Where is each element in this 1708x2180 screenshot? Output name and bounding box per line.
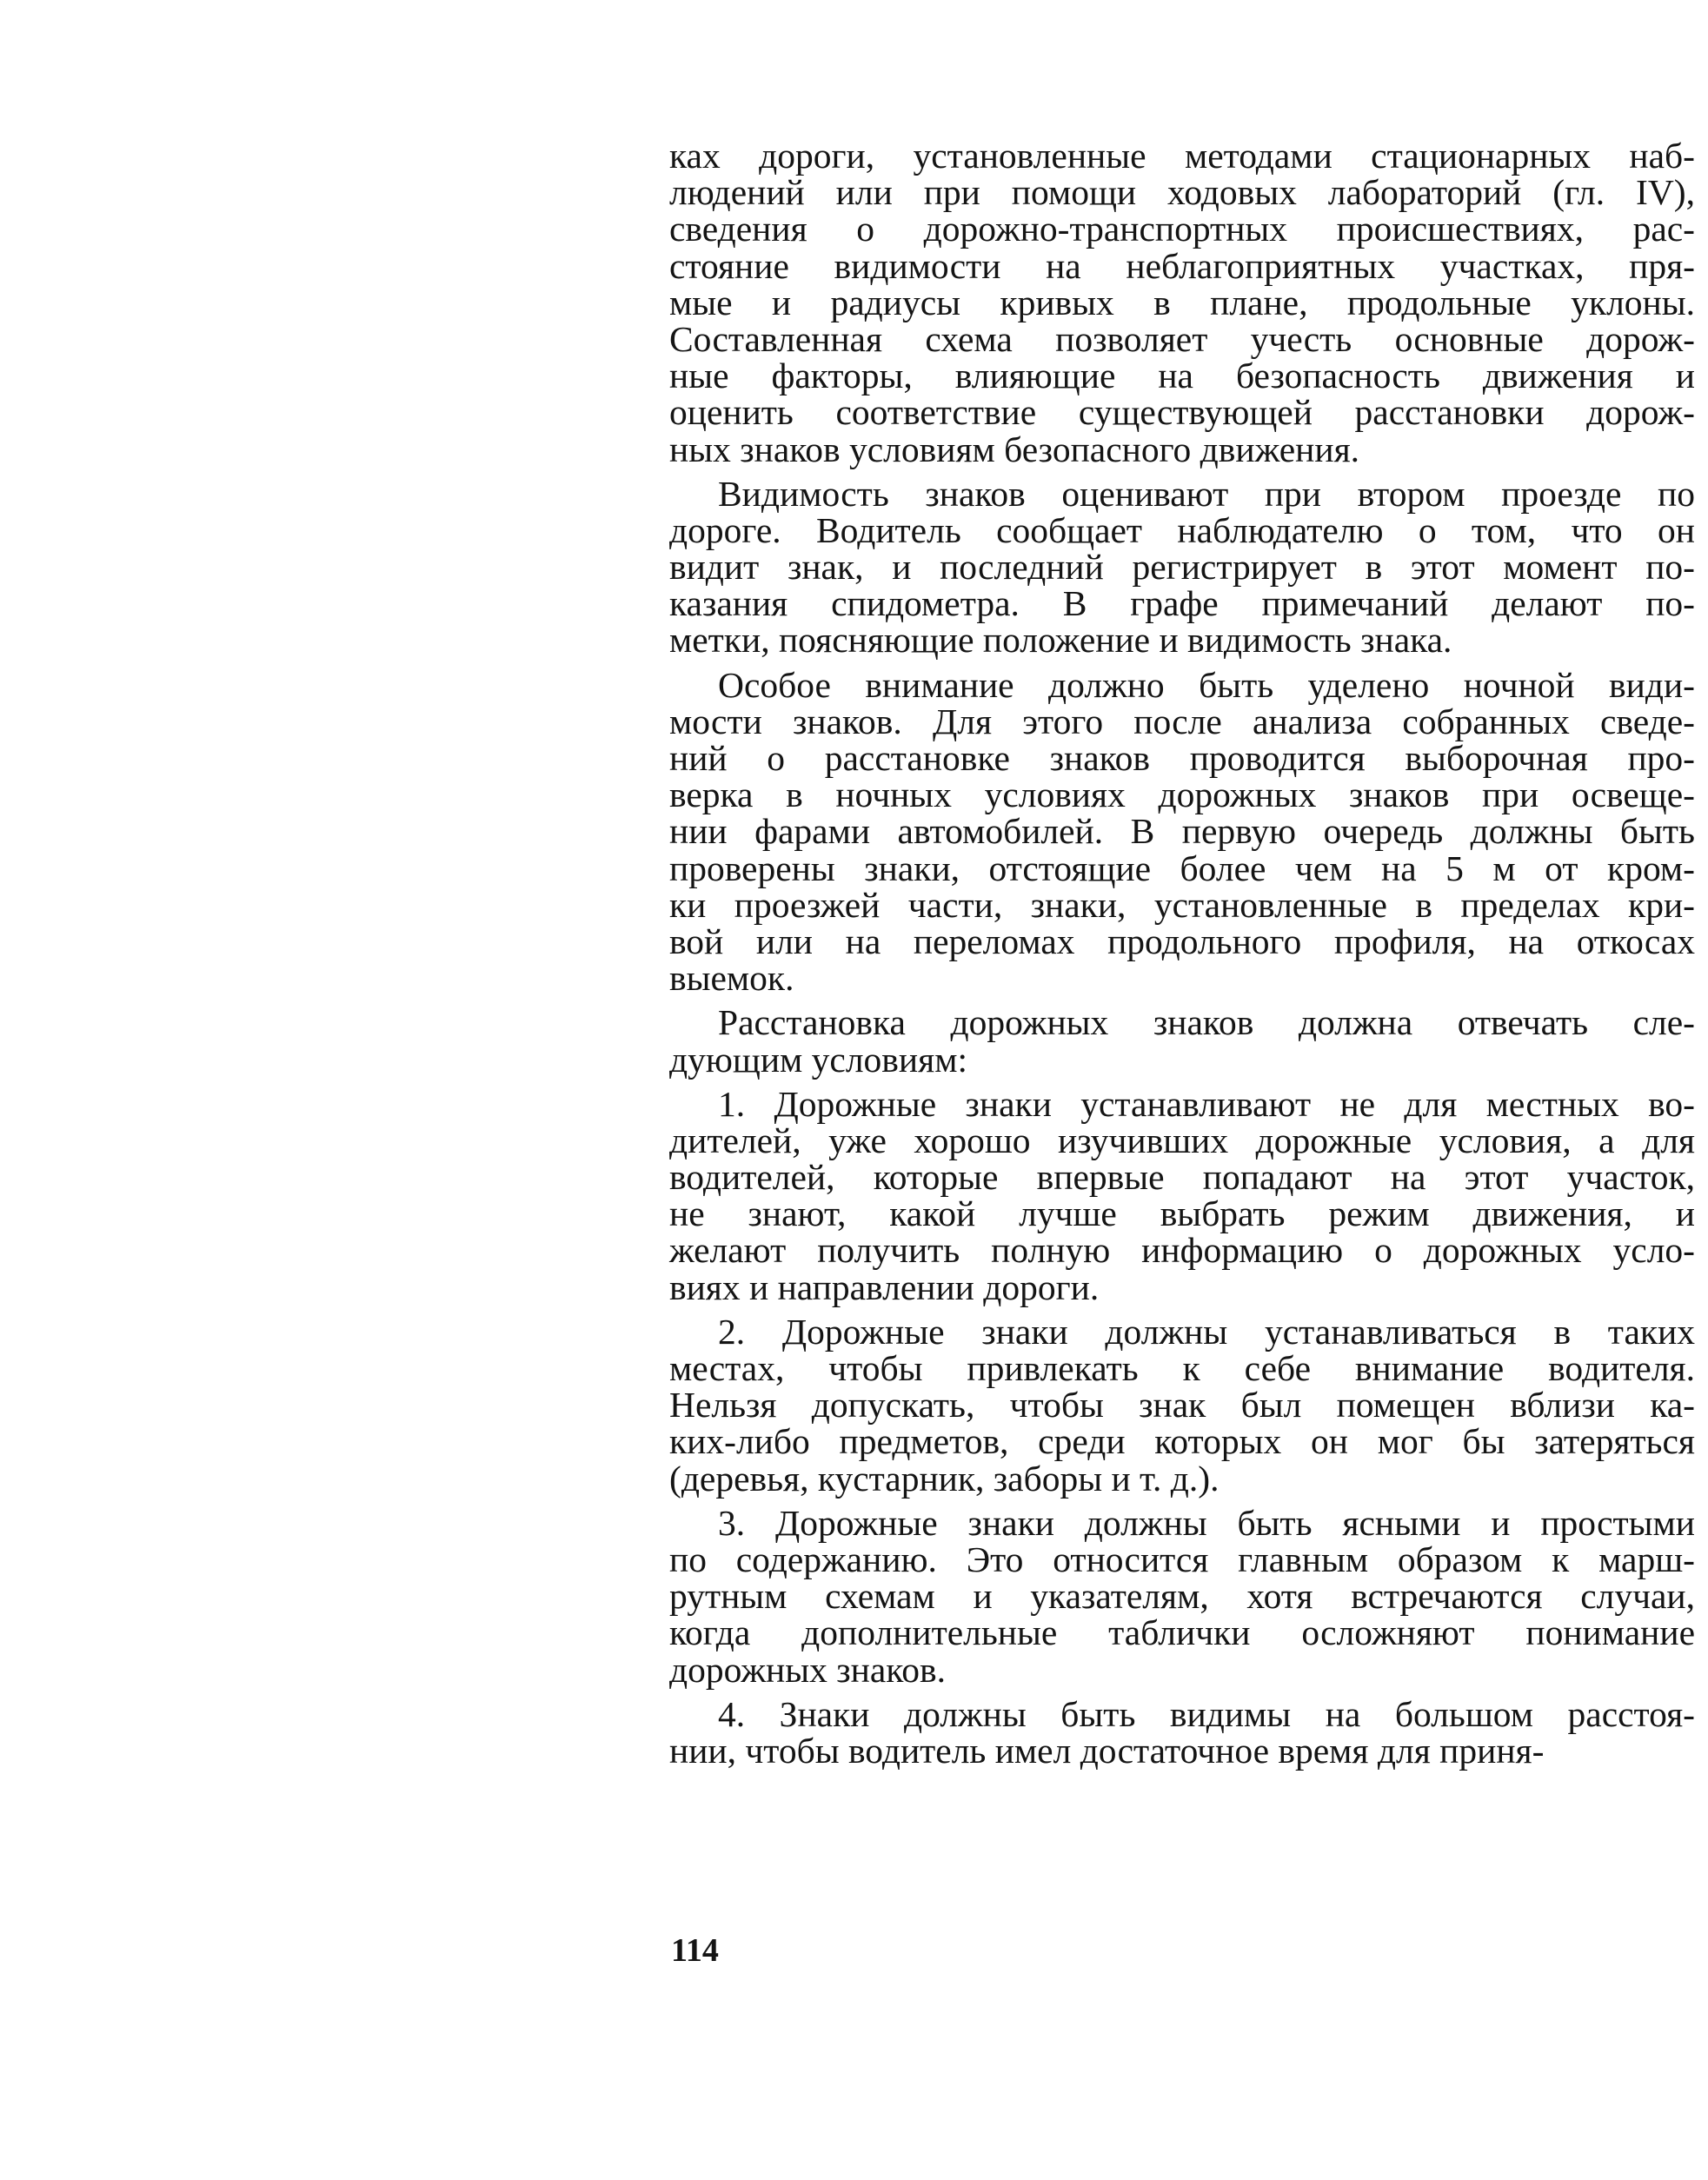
text-line: выемок.	[669, 958, 794, 999]
text-line: дителей, уже хорошо изучивших дорожные условия, а для	[669, 1120, 1695, 1160]
text-line: 3. Дорожные знаки должны быть ясными и простыми	[718, 1502, 1695, 1543]
text-line: виях и направлении дороги.	[669, 1266, 1100, 1307]
text-line: людений или при помощи ходовых лабораторий (гл. IV),	[669, 172, 1695, 213]
text-line: ных знаков условиям безопасного движения.	[669, 429, 1360, 469]
text-line: метки, поясняющие положение и видимость знака.	[669, 620, 1452, 661]
text-line: водителей, которые впервые попадают на этот участок,	[669, 1157, 1695, 1198]
paragraph	[669, 475, 1695, 659]
text-line: ких-либо предметов, среди которых он мог бы затеряться	[669, 1421, 1695, 1462]
text-line: нии, чтобы водитель имел достаточное время для приня-	[669, 1730, 1545, 1771]
text-line: рутным схемам и указателям, хотя встречаются случаи,	[669, 1576, 1695, 1617]
text-line: 4. Знаки должны быть видимы на большом расстоя-	[718, 1693, 1695, 1734]
text-line: по содержанию. Это относится главным образом к марш-	[669, 1539, 1695, 1579]
text-line: ные факторы, влияющие на безопасность движения и	[669, 356, 1695, 396]
paragraph	[669, 1502, 1695, 1690]
text-line: Расстановка дорожных знаков должна отвечать сле-	[718, 1002, 1695, 1043]
paragraph	[669, 1313, 1695, 1497]
text-line: вой или на переломах продольного профиля, на откосах	[669, 921, 1695, 961]
text-line: Нельзя допускать, чтобы знак был помещен вблизи ка-	[669, 1385, 1695, 1426]
text-line: дорожных знаков.	[669, 1649, 947, 1690]
text-line: 1. Дорожные знаки устанавливают не для местных во-	[718, 1083, 1695, 1124]
text-line: видит знак, и последний регистрирует в этот момент по-	[669, 547, 1695, 588]
text-line: 2. Дорожные знаки должны устанавливаться в таких	[718, 1311, 1695, 1352]
text-line: мости знаков. Для этого после анализа собранных сведе-	[669, 701, 1695, 741]
text-line: желают получить полную информацию о дорожных усло-	[669, 1230, 1695, 1271]
paragraph	[669, 664, 1695, 999]
text-line: казания спидометра. В графе примечаний делают по-	[669, 583, 1695, 624]
body-text	[669, 137, 1695, 1777]
text-line: ний о расстановке знаков проводится выборочная про-	[669, 738, 1695, 778]
text-line: не знают, какой лучше выбрать режим движения, и	[669, 1193, 1695, 1234]
text-line: оценить соответствие существующей расстановки дорож-	[669, 392, 1695, 433]
text-line: (деревья, кустарник, заборы и т. д.).	[669, 1458, 1220, 1499]
text-line: когда дополнительные таблички осложняют понимание	[669, 1612, 1695, 1653]
paragraph	[669, 137, 1695, 468]
text-line: верка в ночных условиях дорожных знаков при освеще-	[669, 774, 1695, 815]
text-line: мые и радиусы кривых в плане, продольные уклоны.	[669, 282, 1695, 322]
text-line: местах, чтобы привлекать к себе внимание водителя.	[669, 1348, 1695, 1388]
text-line: Особое внимание должно быть уделено ночной види-	[718, 664, 1695, 705]
text-line: дороге. Водитель сообщает наблюдателю о том, что он	[669, 509, 1695, 550]
text-line: ках дороги, установленные методами стационарных наб-	[669, 136, 1695, 176]
text-line: проверены знаки, отстоящие более чем на 5 м от кром-	[669, 847, 1695, 888]
text-line: дующим условиям:	[669, 1039, 967, 1080]
paragraph	[669, 1693, 1695, 1771]
text-line: Видимость знаков оценивают при втором проезде по	[718, 473, 1695, 514]
paragraph	[669, 1002, 1695, 1080]
text-line: ки проезжей части, знаки, установленные в пределах кри-	[669, 884, 1695, 925]
page-number: 114	[671, 1932, 719, 1969]
text-line: стояние видимости на неблагоприятных участках, пря-	[669, 245, 1695, 286]
paragraph	[669, 1083, 1695, 1307]
text-line: нии фарами автомобилей. В первую очередь должны быть	[669, 811, 1695, 852]
text-line: Составленная схема позволяет учесть основные дорож-	[669, 318, 1695, 359]
text-line: сведения о дорожно-транспортных происшествиях, рас-	[669, 209, 1695, 249]
